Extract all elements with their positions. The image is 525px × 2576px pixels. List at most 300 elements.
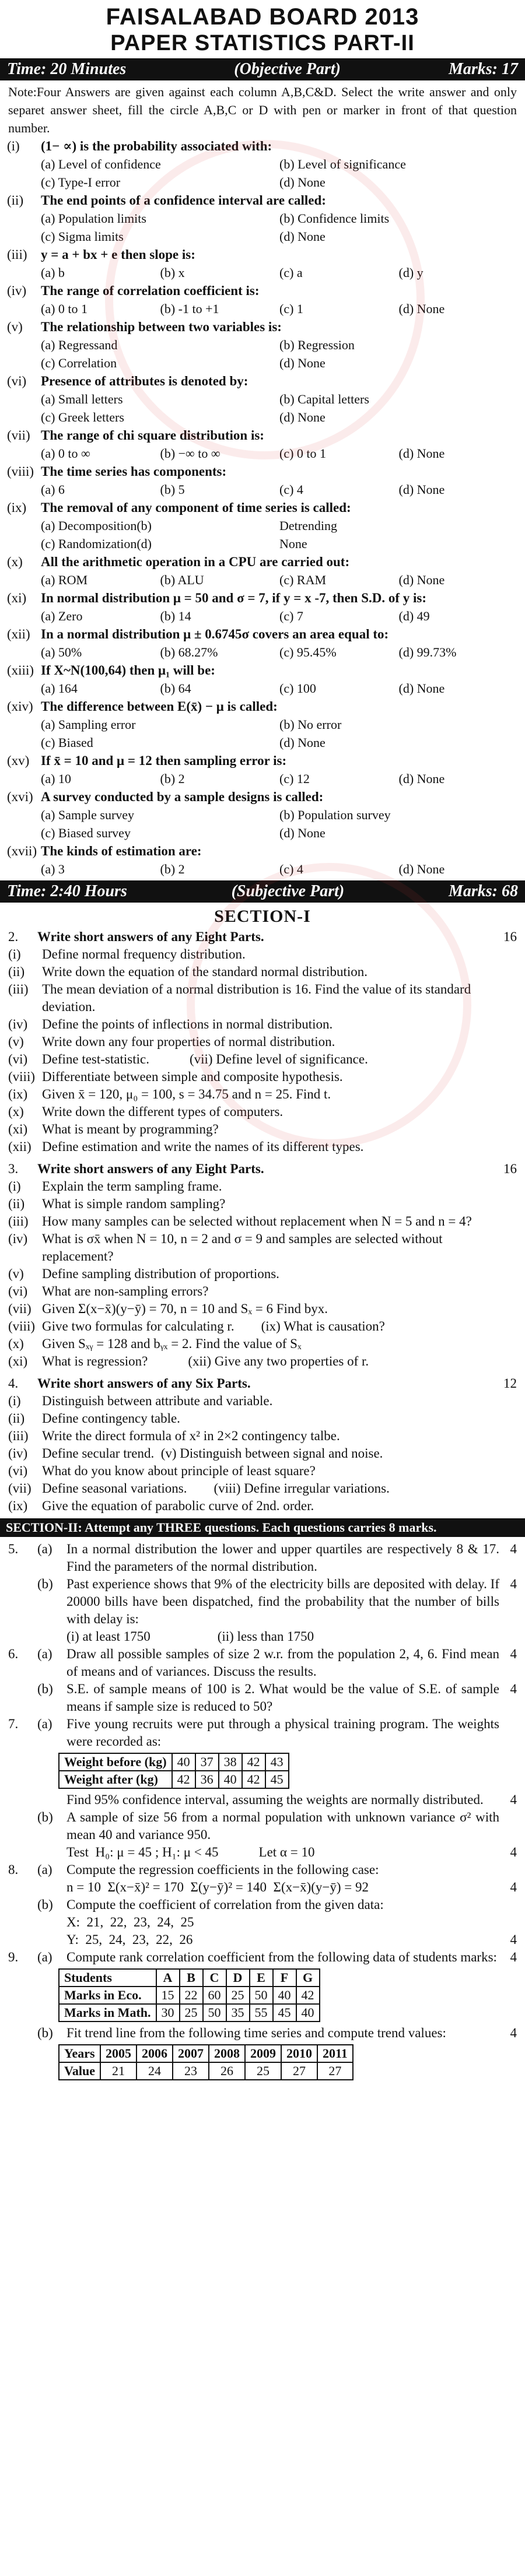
short-question-item: [0, 1195, 525, 1213]
table-cell: 55: [250, 2004, 273, 2022]
item-roman: (ix): [8, 1087, 28, 1101]
mcq-option: (b) Level of significance: [279, 157, 406, 171]
table-cell: 22: [180, 1987, 203, 2004]
question-8b-y-text: Y: 25, 24, 23, 22, 26: [66, 1932, 193, 1947]
watermark-seal: [187, 863, 471, 1147]
item-text: Explain the term sampling frame.: [42, 1179, 222, 1194]
mcq-option: (a) 50%: [41, 645, 82, 659]
question-7b-text: A sample of size 56 from a normal population with unknown variance σ² with mean 40 and variance 950.: [66, 1810, 499, 1842]
mcq-text: A survey conducted by a sample designs is called:: [41, 789, 324, 804]
question-6a-text: Draw all possible samples of size 2 w.r. from the population 2, 4, 6. Find mean of means and of variances. Discuss the results.: [66, 1647, 499, 1679]
question-heading: [0, 1375, 525, 1392]
mcq-text: If X~N(100,64) then μ₁ will be:: [41, 663, 215, 678]
paper-title: PAPER STATISTICS PART-II: [110, 31, 415, 55]
item-roman: (iv): [8, 1017, 28, 1031]
mcq-option: (b) 64: [160, 681, 191, 696]
mcq-option: (c) Type-I error: [41, 175, 121, 189]
mcq-text: The time series has components:: [41, 464, 227, 479]
question-8b-y: [0, 1931, 525, 1949]
table-cell: 40: [172, 1753, 195, 1771]
mcq-text: The range of correlation coefficient is:: [41, 283, 260, 298]
table-cell: 50: [203, 2004, 226, 2022]
table-row: [59, 1969, 320, 1987]
short-question-item: [0, 1335, 525, 1353]
mcq-option: (c) 95.45%: [279, 645, 337, 659]
table-cell: 50: [250, 1987, 273, 2004]
item-roman: (v): [8, 1266, 24, 1281]
mcq-question: [0, 499, 525, 517]
table-cell: 27: [281, 2062, 317, 2080]
mcq-option: (d) None: [398, 301, 445, 316]
mcq-options: [0, 517, 525, 535]
short-question-item: [0, 1480, 525, 1497]
table-cell: 42: [242, 1771, 265, 1788]
table-cell: 27: [317, 2062, 353, 2080]
mcq-options: [0, 571, 525, 589]
item-roman: (ii): [8, 964, 25, 979]
question-8b-x-text: X: 21, 22, 23, 24, 25: [66, 1915, 194, 1929]
item-roman: (iii): [8, 1214, 29, 1229]
table-row: [59, 2045, 353, 2062]
mcq-option: (d) None: [279, 826, 326, 840]
question-5b: (b) Past experience shows that 9% of the electricity bills are deposited with delay. If 20000 bills have been dispatched, find the probability that the number of bills with delay is: 4: [0, 1575, 525, 1628]
question-8a: 8. (a) Compute the regression coefficients in the following case:: [0, 1861, 525, 1879]
short-question-item: [0, 1265, 525, 1283]
mcq-options: [0, 824, 525, 842]
table-row: [59, 1753, 289, 1771]
section-one-title: SECTION-I: [214, 907, 311, 926]
mcq-question: [0, 589, 525, 607]
mcq-options: [0, 535, 525, 553]
item-roman: (x): [8, 1104, 24, 1119]
table-cell: 24: [136, 2062, 173, 2080]
mcq-option: (d) None: [398, 446, 445, 461]
item-text: The mean deviation of a normal distribution is 16. Find the value of its standard deviation.: [42, 982, 474, 1014]
mcq-option: (d) None: [279, 735, 326, 750]
mcq-number: (xii): [7, 627, 30, 641]
table-cell: F: [273, 1969, 296, 1987]
mcq-question: [0, 661, 525, 679]
short-question-item: [0, 1138, 525, 1156]
item-text: Give two formulas for calculating r. (ix) What is causation?: [42, 1319, 385, 1333]
mcq-option: (a) 3: [41, 862, 65, 876]
mcq-option: (a) Small letters: [41, 392, 123, 406]
question-3: [0, 1160, 525, 1370]
section-two-banner: SECTION-II: Attempt any THREE questions. Each questions carries 8 marks.: [0, 1518, 525, 1537]
table-cell: 45: [265, 1771, 289, 1788]
item-roman: (i): [8, 1394, 21, 1408]
mcq-option: (a) Decomposition(b): [41, 518, 152, 533]
mcq-number: (viii): [7, 464, 34, 479]
table-cell: 25: [180, 2004, 203, 2022]
mcq-option: (d) None: [398, 482, 445, 497]
mcq-option: (b) ALU: [160, 573, 204, 587]
mcq-option: (a) 164: [41, 681, 78, 696]
question-9b-marks: 4: [510, 2026, 517, 2040]
item-text: Given x̄ = 120, μ₀ = 100, s = 34.75 and n = 25. Find t.: [42, 1087, 331, 1101]
mcq-option: (b) 5: [160, 482, 185, 497]
mcq-option: (b) Regression: [279, 338, 355, 352]
mcq-text: The range of chi square distribution is:: [41, 428, 264, 443]
mcq-option: (c) 7: [279, 609, 303, 623]
question-8b-text: Compute the coefficient of correlation from the given data:: [66, 1897, 384, 1912]
item-text: Define contingency table.: [42, 1411, 180, 1426]
board-title: FAISALABAD BOARD 2013: [106, 4, 419, 30]
mcq-option: (d) None: [398, 573, 445, 587]
mcq-option: (c) 4: [279, 482, 303, 497]
item-text: Distinguish between attribute and variable.: [42, 1394, 273, 1408]
table-cell: 42: [172, 1771, 195, 1788]
mcq-option: (b) Capital letters: [279, 392, 369, 406]
mcq-option: (d) None: [279, 229, 326, 244]
item-roman: (vi): [8, 1284, 28, 1298]
item-text: Given Σ(x−x̄)(y−ȳ) = 70, n = 10 and Sₓ = 6 Find byx.: [42, 1301, 328, 1316]
question-marks: 16: [503, 929, 517, 944]
table-cell: 21: [100, 2062, 136, 2080]
short-question-item: [0, 1497, 525, 1515]
mcq-option: (a) Sampling error: [41, 717, 136, 732]
table-cell: 25: [226, 1987, 250, 2004]
mcq-question: [0, 625, 525, 643]
mcq-options: [0, 770, 525, 788]
short-question-item: [0, 1445, 525, 1462]
table-cell: 42: [296, 1987, 320, 2004]
weights-table: [58, 1753, 289, 1789]
mcq-text: If x̄ = 10 and μ = 12 then sampling error is:: [41, 753, 287, 768]
mcq-option: (a) Regressand: [41, 338, 118, 352]
mcq-text: The end points of a confidence interval are called:: [41, 193, 326, 208]
table-cell: 45: [273, 2004, 296, 2022]
mcq-option: (b) −∞ to ∞: [160, 446, 220, 461]
mcq-options: [0, 643, 525, 661]
mcq-option: (a) 10: [41, 771, 71, 786]
item-text: Define test-statistic. (vii) Define level of significance.: [42, 1052, 368, 1066]
table-cell: 2008: [209, 2045, 245, 2062]
question-5b-marks: 4: [510, 1577, 517, 1591]
mcq-option: (b) 2: [160, 771, 185, 786]
table-cell: 30: [156, 2004, 180, 2022]
mcq-number: (xi): [7, 591, 27, 605]
mcq-options: [0, 860, 525, 878]
mcq-options: [0, 607, 525, 625]
mcq-option: (b) x: [160, 265, 185, 280]
mcq-text: In a normal distribution μ ± 0.6745σ covers an area equal to:: [41, 627, 389, 641]
mcq-number: (xvii): [7, 844, 37, 858]
row-label: Years: [59, 2045, 100, 2062]
short-question-item: [0, 1462, 525, 1480]
short-question-item: [0, 1213, 525, 1230]
mcq-option: (c) Biased: [41, 735, 93, 750]
row-label: Value: [59, 2062, 100, 2080]
mcq-number: (xiv): [7, 699, 33, 714]
mcq-option: None: [279, 536, 307, 551]
item-text: Define estimation and write the names of its different types.: [42, 1139, 364, 1154]
question-9a: 9. (a) Compute rank correlation coefficient from the following data of students marks: 4: [0, 1949, 525, 1966]
table-cell: 40: [219, 1771, 242, 1788]
table-cell: 60: [203, 1987, 226, 2004]
mcq-option: (a) Sample survey: [41, 808, 135, 822]
question-9a-text: Compute rank correlation coefficient from the following data of students marks:: [66, 1950, 497, 1964]
mcq-number: (iv): [7, 283, 27, 298]
item-roman: (vii): [8, 1301, 32, 1316]
mcq-option: (a) 0 to 1: [41, 301, 88, 316]
short-question-item: [0, 1178, 525, 1195]
objective-marks: Marks: 17: [448, 60, 518, 78]
item-text: Define the points of inflections in normal distribution.: [42, 1017, 333, 1031]
mcq-text: In normal distribution μ = 50 and σ = 7, if y = x -7, then S.D. of y is:: [41, 591, 427, 605]
mcq-option: (b) -1 to +1: [160, 301, 219, 316]
item-roman: (xi): [8, 1354, 28, 1368]
question-number: 3.: [8, 1161, 19, 1176]
item-text: What is meant by programming?: [42, 1122, 219, 1136]
item-roman: (viii): [8, 1319, 35, 1333]
mcq-option: (a) Level of confidence: [41, 157, 161, 171]
mcq-option: (d) 99.73%: [398, 645, 457, 659]
item-roman: (iv): [8, 1231, 28, 1246]
table-cell: 2006: [136, 2045, 173, 2062]
short-question-item: [0, 1300, 525, 1318]
mcq-option: (d) None: [398, 862, 445, 876]
table-cell: E: [250, 1969, 273, 1987]
question-5b-parts-text: (i) at least 1750 (ii) less than 1750: [66, 1629, 314, 1644]
mcq-option: (a) 6: [41, 482, 65, 497]
mcq-text: The removal of any component of time series is called:: [41, 500, 351, 515]
mcq-option: (a) b: [41, 265, 65, 280]
mcq-option: (a) Population limits: [41, 211, 146, 226]
item-text: Write the direct formula of x² in 2×2 contingency talbe.: [42, 1429, 340, 1443]
question-9b: (b) Fit trend line from the following time series and compute trend values: 4: [0, 2024, 525, 2042]
table-cell: C: [203, 1969, 226, 1987]
mcq-options: [0, 679, 525, 697]
mcq-number: (xv): [7, 753, 30, 768]
time-series-table: [58, 2044, 354, 2080]
mcq-option: (b) 14: [160, 609, 191, 623]
table-cell: 35: [226, 2004, 250, 2022]
question-5b-parts: [0, 1628, 525, 1645]
table-cell: 15: [156, 1987, 180, 2004]
mcq-text: (1− ∝) is the probability associated with:: [41, 139, 272, 153]
table-cell: 36: [195, 1771, 219, 1788]
table-cell: 42: [242, 1753, 265, 1771]
objective-part: (Objective Part): [234, 60, 341, 78]
row-label: Marks in Eco.: [59, 1987, 156, 2004]
mcq-option: (b) No error: [279, 717, 342, 732]
row-label: Weight before (kg): [59, 1753, 172, 1771]
mcq-options: [0, 734, 525, 752]
item-text: What are non-sampling errors?: [42, 1284, 209, 1298]
mcq-option: Detrending: [279, 518, 337, 533]
mcq-question: [0, 752, 525, 770]
marks-table: [58, 1968, 320, 2022]
question-7a-marks: 4: [510, 1792, 517, 1807]
row-label: Marks in Math.: [59, 2004, 156, 2022]
table-cell: 25: [245, 2062, 281, 2080]
mcq-option: (c) Greek letters: [41, 410, 124, 424]
question-6a: 6. (a) Draw all possible samples of size 2 w.r. from the population 2, 4, 6. Find mean of means and of variances. Discuss the results. 4: [0, 1645, 525, 1680]
mcq-number: (x): [7, 554, 23, 569]
item-text: Given Sₓᵧ = 128 and bᵧₓ = 2. Find the value of Sₓ: [42, 1336, 302, 1351]
watermark-seal: [105, 140, 425, 459]
short-question-item: [0, 1283, 525, 1300]
question-7b-marks: 4: [510, 1845, 517, 1859]
objective-time: Time: 20 Minutes: [7, 60, 127, 78]
mcq-option: (d) None: [398, 771, 445, 786]
mcq-option: (c) Biased survey: [41, 826, 131, 840]
mcq-text: All the arithmetic operation in a CPU are carried out:: [41, 554, 350, 569]
mcq-number: (ix): [7, 500, 27, 515]
question-7b: (b) A sample of size 56 from a normal population with unknown variance σ² with mean 40 and variance 950.: [0, 1809, 525, 1844]
objective-note: Note:Four Answers are given against each column A,B,C&D. Select the write answer and only separet answer sheet, fill the circle A,B,C or D with pen or marker in front of that question number.: [8, 85, 517, 135]
mcq-number: (vi): [7, 374, 27, 388]
question-6b-text: S.E. of sample means of 100 is 2. What would be the value of S.E. of sample means if sample size is reduced to 50?: [66, 1682, 499, 1714]
mcq-option: (c) Correlation: [41, 356, 117, 370]
question-7a-cont: [0, 1791, 525, 1809]
item-roman: (xi): [8, 1122, 28, 1136]
mcq-option: (c) 100: [279, 681, 316, 696]
mcq-option: (c) Sigma limits: [41, 229, 124, 244]
table-cell: 26: [209, 2062, 245, 2080]
short-question-item: [0, 1353, 525, 1370]
table-cell: 43: [265, 1753, 289, 1771]
table-cell: 2007: [173, 2045, 209, 2062]
mcq-option: (a) Zero: [41, 609, 83, 623]
item-text: What is simple random sampling?: [42, 1196, 226, 1211]
subjective-time: Time: 2:40 Hours: [7, 882, 127, 900]
item-text: What do you know about principle of least square?: [42, 1464, 316, 1478]
table-cell: D: [226, 1969, 250, 1987]
question-7b-test: [0, 1844, 525, 1861]
item-text: Define seasonal variations. (viii) Define irregular variations.: [42, 1481, 390, 1496]
subjective-part: (Subjective Part): [231, 882, 345, 900]
question-7b-test-text: Test H₀: μ = 45 ; H₁: μ < 45 Let α = 10: [66, 1845, 315, 1859]
table-row: [59, 1987, 320, 2004]
table-row: [59, 2062, 353, 2080]
short-question-item: [0, 1392, 525, 1410]
mcq-option: (c) 4: [279, 862, 303, 876]
table-cell: 2005: [100, 2045, 136, 2062]
table-cell: 2009: [245, 2045, 281, 2062]
item-roman: (x): [8, 1336, 24, 1351]
mcq-option: (b) 68.27%: [160, 645, 218, 659]
question-title: Write short answers of any Eight Parts.: [37, 1161, 264, 1176]
objective-banner: [0, 58, 525, 80]
item-roman: (vi): [8, 1464, 28, 1478]
mcq-number: (i): [7, 139, 20, 153]
question-7a-text: Five young recruits were put through a physical training program. The weights were recorded as:: [66, 1717, 499, 1749]
item-text: Define normal frequency distribution.: [42, 947, 246, 961]
subjective-marks: Marks: 68: [448, 882, 518, 900]
item-roman: (vi): [8, 1052, 28, 1066]
short-question-item: [0, 1318, 525, 1335]
item-text: Give the equation of parabolic curve of 2nd. order.: [42, 1498, 314, 1513]
mcq-option: (a) ROM: [41, 573, 88, 587]
mcq-number: (xiii): [7, 663, 34, 678]
short-question-item: [0, 1410, 525, 1427]
item-roman: (ix): [8, 1498, 28, 1513]
item-text: Define sampling distribution of proportions.: [42, 1266, 279, 1281]
mcq-option: (b) Confidence limits: [279, 211, 390, 226]
question-title: Write short answers of any Eight Parts.: [37, 929, 264, 944]
mcq-option: (d) None: [279, 356, 326, 370]
item-roman: (xii): [8, 1139, 32, 1154]
question-7a-cont-text: Find 95% confidence interval, assuming the weights are normally distributed.: [66, 1792, 484, 1807]
table-cell: 2011: [317, 2045, 353, 2062]
mcq-number: (ii): [7, 193, 24, 208]
mcq-number: (iii): [7, 247, 27, 262]
question-4: [0, 1375, 525, 1515]
question-5a: 5. (a) In a normal distribution the lower and upper quartiles are respectively 8 & 17. Find the parameters of the normal distribution. 4: [0, 1540, 525, 1575]
question-8a-data-text: n = 10 Σ(x−x̄)² = 170 Σ(y−ȳ)² = 140 Σ(x−x̄)(y−ȳ) = 92: [66, 1880, 369, 1894]
mcq-option: (d) None: [279, 175, 326, 189]
question-6b-marks: 4: [510, 1682, 517, 1696]
item-text: What is regression? (xii) Give any two properties of r.: [42, 1354, 369, 1368]
mcq-options: [0, 715, 525, 734]
item-roman: (v): [8, 1034, 24, 1049]
table-cell: A: [156, 1969, 180, 1987]
question-number: 4.: [8, 1376, 19, 1391]
mcq-text: The relationship between two variables is:: [41, 320, 282, 334]
mcq-option: (c) Randomization(d): [41, 536, 152, 551]
item-roman: (i): [8, 1179, 21, 1194]
mcq-option: (c) RAM: [279, 573, 327, 587]
item-text: What is σx̄ when N = 10, n = 2 and σ = 9 and samples are selected without replacement?: [42, 1231, 446, 1264]
item-text: Differentiate between simple and composite hypothesis.: [42, 1069, 343, 1084]
table-cell: 2010: [281, 2045, 317, 2062]
mcq-option: (d) y: [398, 265, 424, 280]
table-row: [59, 2004, 320, 2022]
mcq-number: (vii): [7, 428, 30, 443]
question-5a-marks: 4: [510, 1542, 517, 1556]
question-8a-text: Compute the regression coefficients in the following case:: [66, 1862, 379, 1877]
mcq-options: [0, 480, 525, 499]
table-cell: B: [180, 1969, 203, 1987]
table-cell: 38: [219, 1753, 242, 1771]
table-cell: G: [296, 1969, 320, 1987]
question-8a-data: [0, 1879, 525, 1896]
item-roman: (iv): [8, 1446, 28, 1461]
mcq-number: (v): [7, 320, 23, 334]
mcq-option: (c) 12: [279, 771, 310, 786]
mcq-option: (c) 0 to 1: [279, 446, 327, 461]
table-cell: 37: [195, 1753, 219, 1771]
question-6a-marks: 4: [510, 1647, 517, 1661]
question-9a-marks: 4: [510, 1950, 517, 1964]
mcq-options: [0, 806, 525, 824]
item-roman: (ii): [8, 1196, 25, 1211]
question-5a-text: In a normal distribution the lower and upper quartiles are respectively 8 & 17. Find the parameters of the normal distribution.: [66, 1542, 499, 1574]
paper-header: [0, 0, 525, 56]
mcq-question: [0, 842, 525, 860]
mcq-number: (xvi): [7, 789, 33, 804]
question-marks: 12: [503, 1376, 517, 1391]
question-5b-text: Past experience shows that 9% of the electricity bills are deposited with delay. If 20000 bills have been dispatched, find the probability that the number of bills with delay is:: [66, 1577, 499, 1626]
short-question-item: [0, 1230, 525, 1265]
short-question-item: [0, 1427, 525, 1445]
mcq-option: (b) Population survey: [279, 808, 391, 822]
table-cell: 40: [296, 2004, 320, 2022]
item-roman: (iii): [8, 1429, 29, 1443]
item-text: Write down the equation of the standard normal distribution.: [42, 964, 368, 979]
question-6b: (b) S.E. of sample means of 100 is 2. What would be the value of S.E. of sample means if sample size is reduced to 50? 4: [0, 1680, 525, 1715]
mcq-text: The kinds of estimation are:: [41, 844, 202, 858]
mcq-option: (c) 1: [279, 301, 303, 316]
mcq-option: (b) 2: [160, 862, 185, 876]
mcq-question: [0, 462, 525, 480]
question-8a-marks: 4: [510, 1880, 517, 1894]
question-9b-text: Fit trend line from the following time series and compute trend values:: [66, 2026, 446, 2040]
question-title: Write short answers of any Six Parts.: [37, 1376, 251, 1391]
row-label: Weight after (kg): [59, 1771, 172, 1788]
